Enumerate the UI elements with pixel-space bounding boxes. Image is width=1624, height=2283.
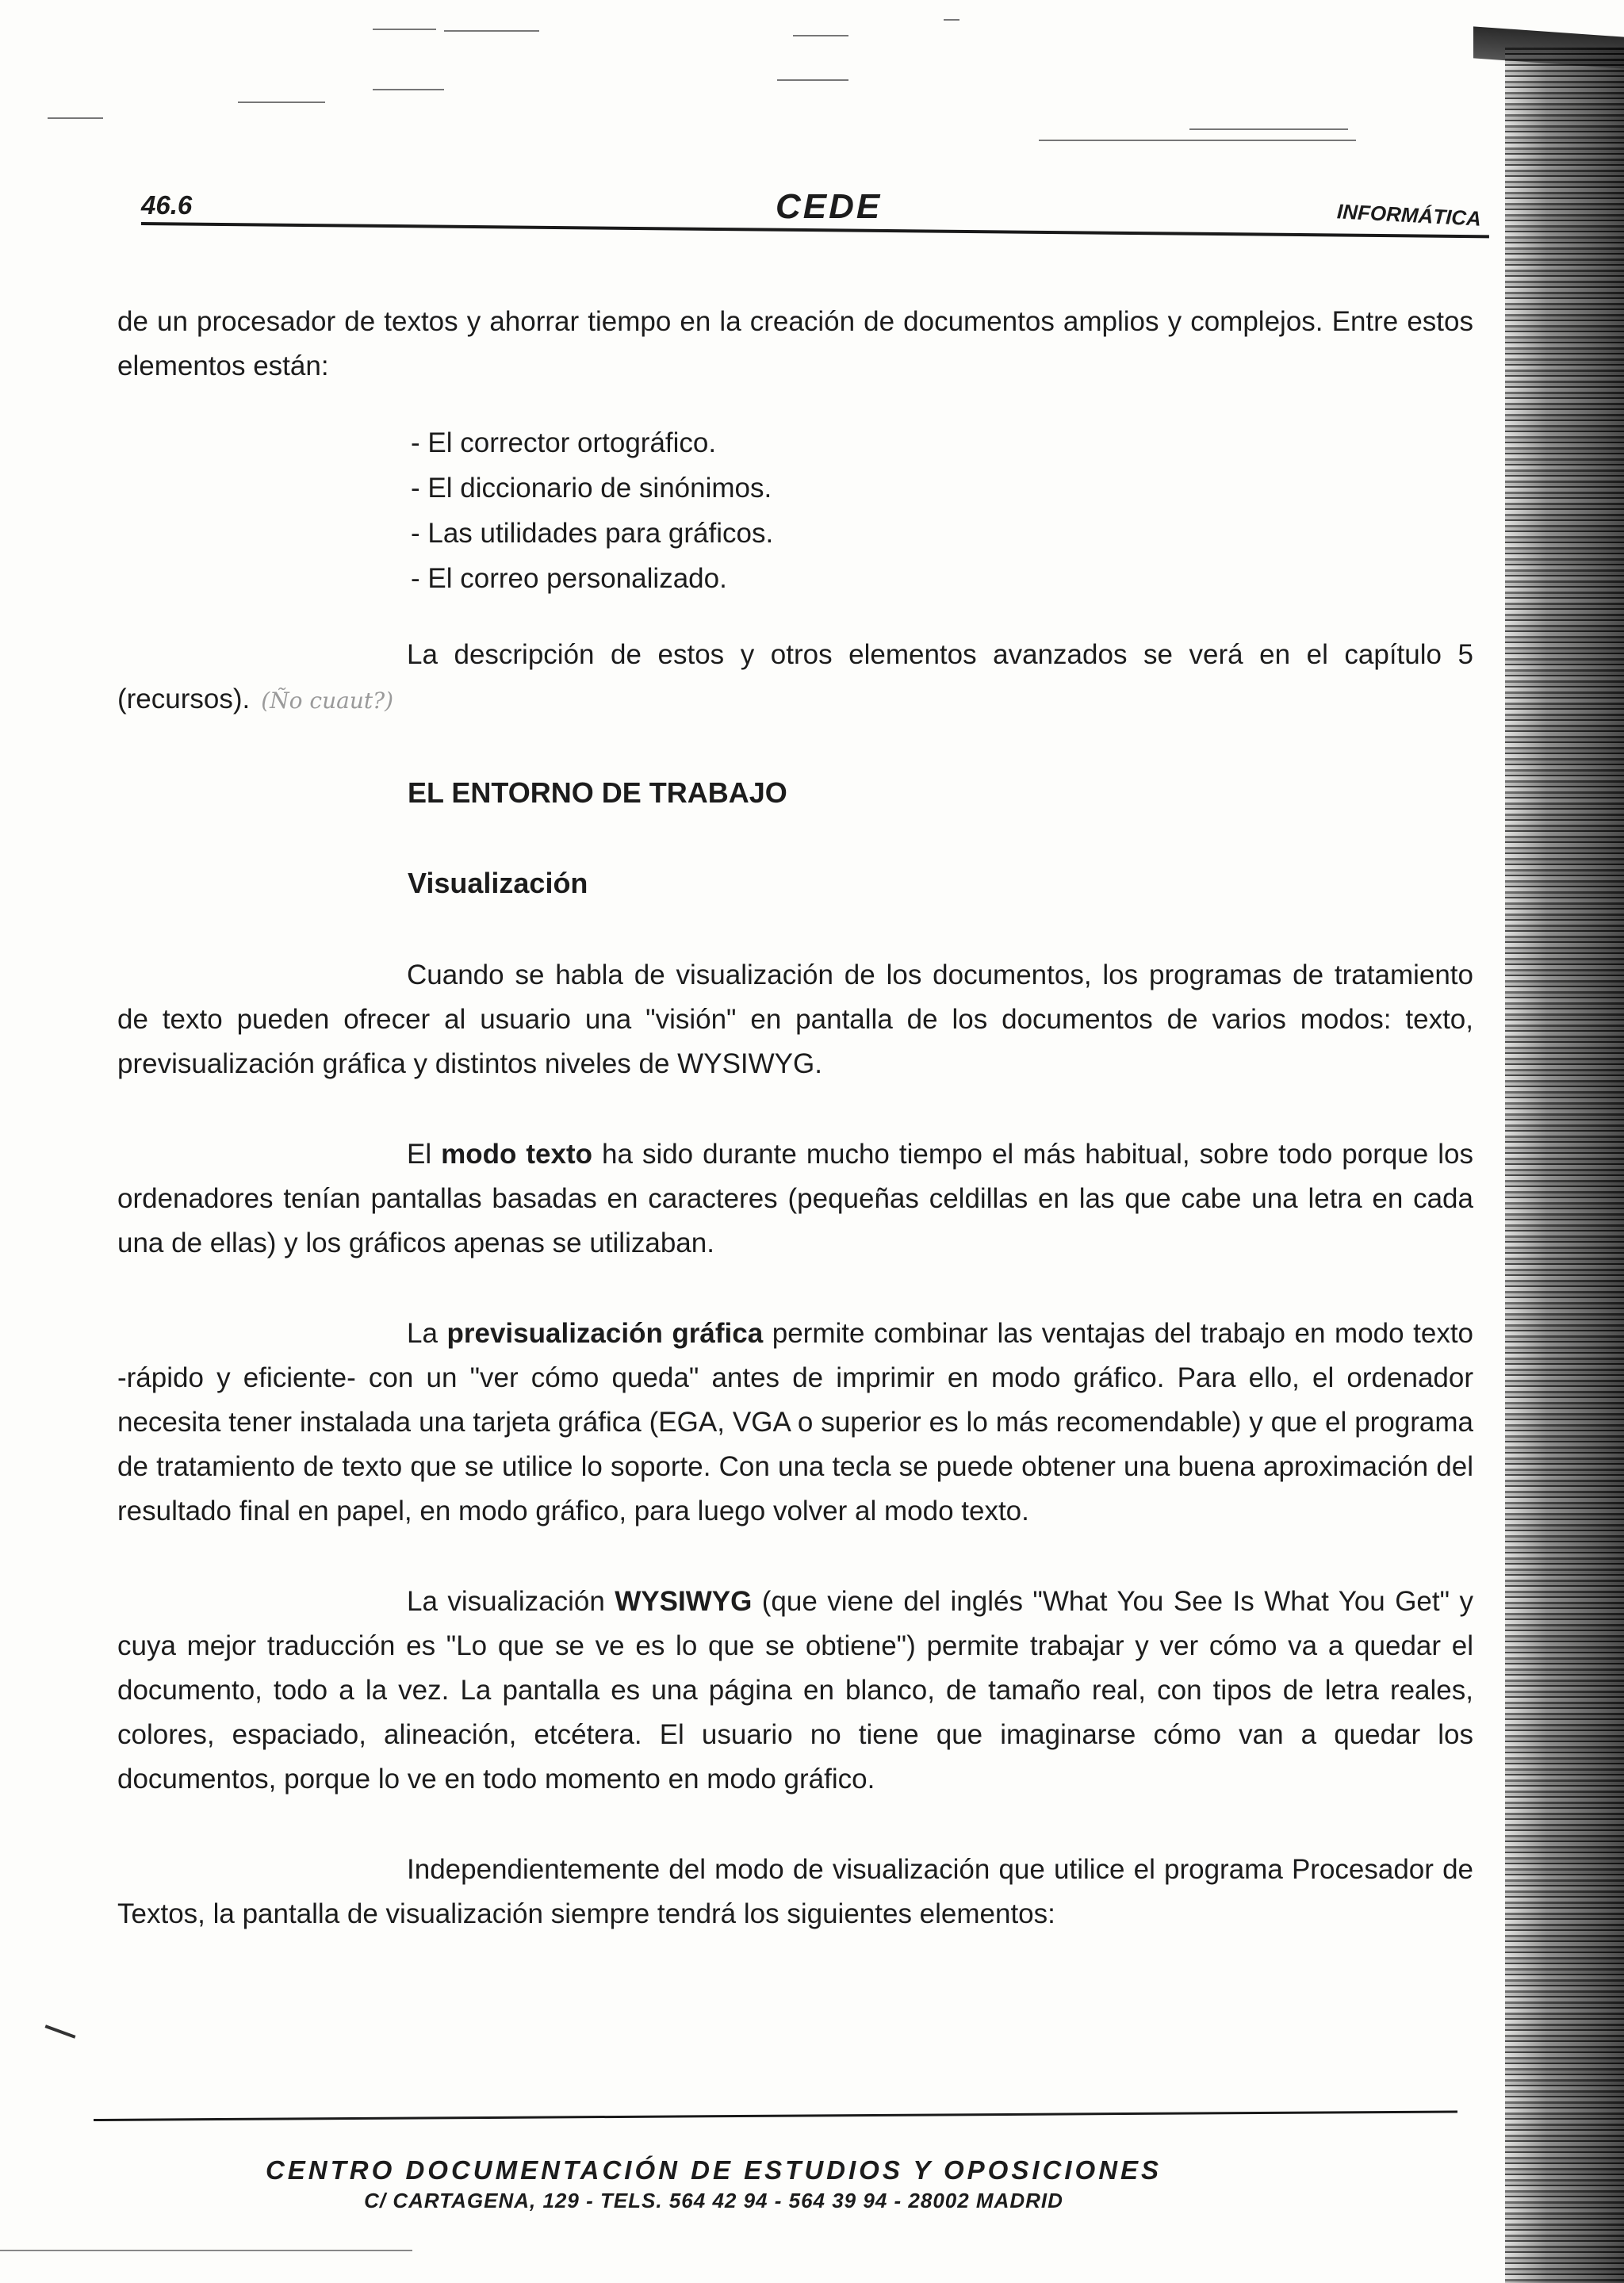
- modo-texto-paragraph: [117, 1132, 1473, 1266]
- page-footer: [198, 2155, 1229, 2213]
- list-item: - Las utilidades para gráficos.: [411, 518, 774, 549]
- scan-noise: [0, 0, 1624, 190]
- text-run: La: [407, 1318, 447, 1349]
- description-paragraph: [117, 633, 1473, 723]
- scan-edge-shadow: [1505, 48, 1624, 2283]
- page-number: 46.6: [141, 190, 193, 220]
- section-heading: EL ENTORNO DE TRABAJO: [408, 776, 787, 809]
- text-run: permite combinar las ventajas del trabajo en modo texto -rápido y eficiente- con un "ver cómo queda" antes de imprimir en modo gráfico. Para ello, el ordenador necesita tener instalada una tarjeta gráfica (EGA, VGA o superior es lo más recomendable) y que el programa de tratamiento de texto que se utilice lo soporte. Con una tecla se puede obtener una buena aproximación del resultado final en papel, en modo gráfico, para luego volver al modo texto.: [117, 1318, 1474, 1526]
- advanced-elements-list: [411, 420, 1473, 601]
- term-modo-texto: modo texto: [441, 1139, 593, 1170]
- section-label: INFORMÁTICA: [1336, 199, 1482, 231]
- text-run: (que viene del inglés "What You See Is What You Get" y cuya mejor traducción es "Lo que se ve es lo que se obtiene") permite trabajar y ver cómo va a quedar el documento, todo a la vez. La pantalla es una página en blanco, de tamaño real, con tipos de letra reales, colores, espaciado, alineación, etcétera. El usuario no tiene que imaginarse cómo van a quedar los documentos, porque lo ve en todo momento en modo gráfico.: [117, 1586, 1473, 1795]
- intro-paragraph: de un procesador de textos y ahorrar tiempo en la creación de documentos amplios y complejos. Entre estos elementos están:: [117, 306, 1473, 381]
- text-run: El: [407, 1139, 442, 1170]
- page-body: [117, 300, 1473, 1936]
- text-run: ha sido durante mucho tiempo el más habitual, sobre todo porque los ordenadores tenían pantallas basadas en caracteres (pequeñas celdillas en las que cabe una letra en cada una de ellas) y los gráficos apenas se utilizaban.: [117, 1139, 1474, 1258]
- description-text: La descripción de estos y otros elementos avanzados se verá en el capítulo 5 (recursos).: [117, 639, 1473, 714]
- brand-logo: CEDE: [776, 187, 883, 226]
- handwritten-note: (Ño cuaut?): [261, 688, 394, 714]
- previsualizacion-paragraph: [117, 1312, 1473, 1534]
- list-item: - El corrector ortográfico.: [411, 427, 717, 458]
- independiente-paragraph: Independientemente del modo de visualización que utilice el programa Procesador de Textos, la pantalla de visualización siempre tendrá los siguientes elementos:: [117, 1854, 1473, 1929]
- list-item: - El correo personalizado.: [411, 563, 727, 594]
- list-item: - El diccionario de sinónimos.: [411, 473, 772, 504]
- wysiwyg-paragraph: [117, 1580, 1473, 1802]
- term-wysiwyg: WYSIWYG: [615, 1586, 753, 1617]
- term-previsualizacion: previsualización gráfica: [446, 1318, 764, 1349]
- text-run: La visualización: [407, 1586, 615, 1617]
- scan-bottom-line: [0, 2250, 412, 2251]
- subsection-heading: Visualización: [408, 867, 588, 899]
- footer-rule: [94, 2110, 1457, 2121]
- footer-title: CENTRO DOCUMENTACIÓN DE ESTUDIOS Y OPOSICIONES: [265, 2155, 1162, 2185]
- footer-address: C/ CARTAGENA, 129 - TELS. 564 42 94 - 564 39 94 - 28002 MADRID: [364, 2189, 1063, 2212]
- visualizacion-paragraph: Cuando se habla de visualización de los documentos, los programas de tratamiento de texto pueden ofrecer al usuario una "visión" en pantalla de los documentos de varios modos: texto, previsualización gráfica y distintos niveles de WYSIWYG.: [117, 960, 1473, 1079]
- margin-mark: [45, 2024, 76, 2038]
